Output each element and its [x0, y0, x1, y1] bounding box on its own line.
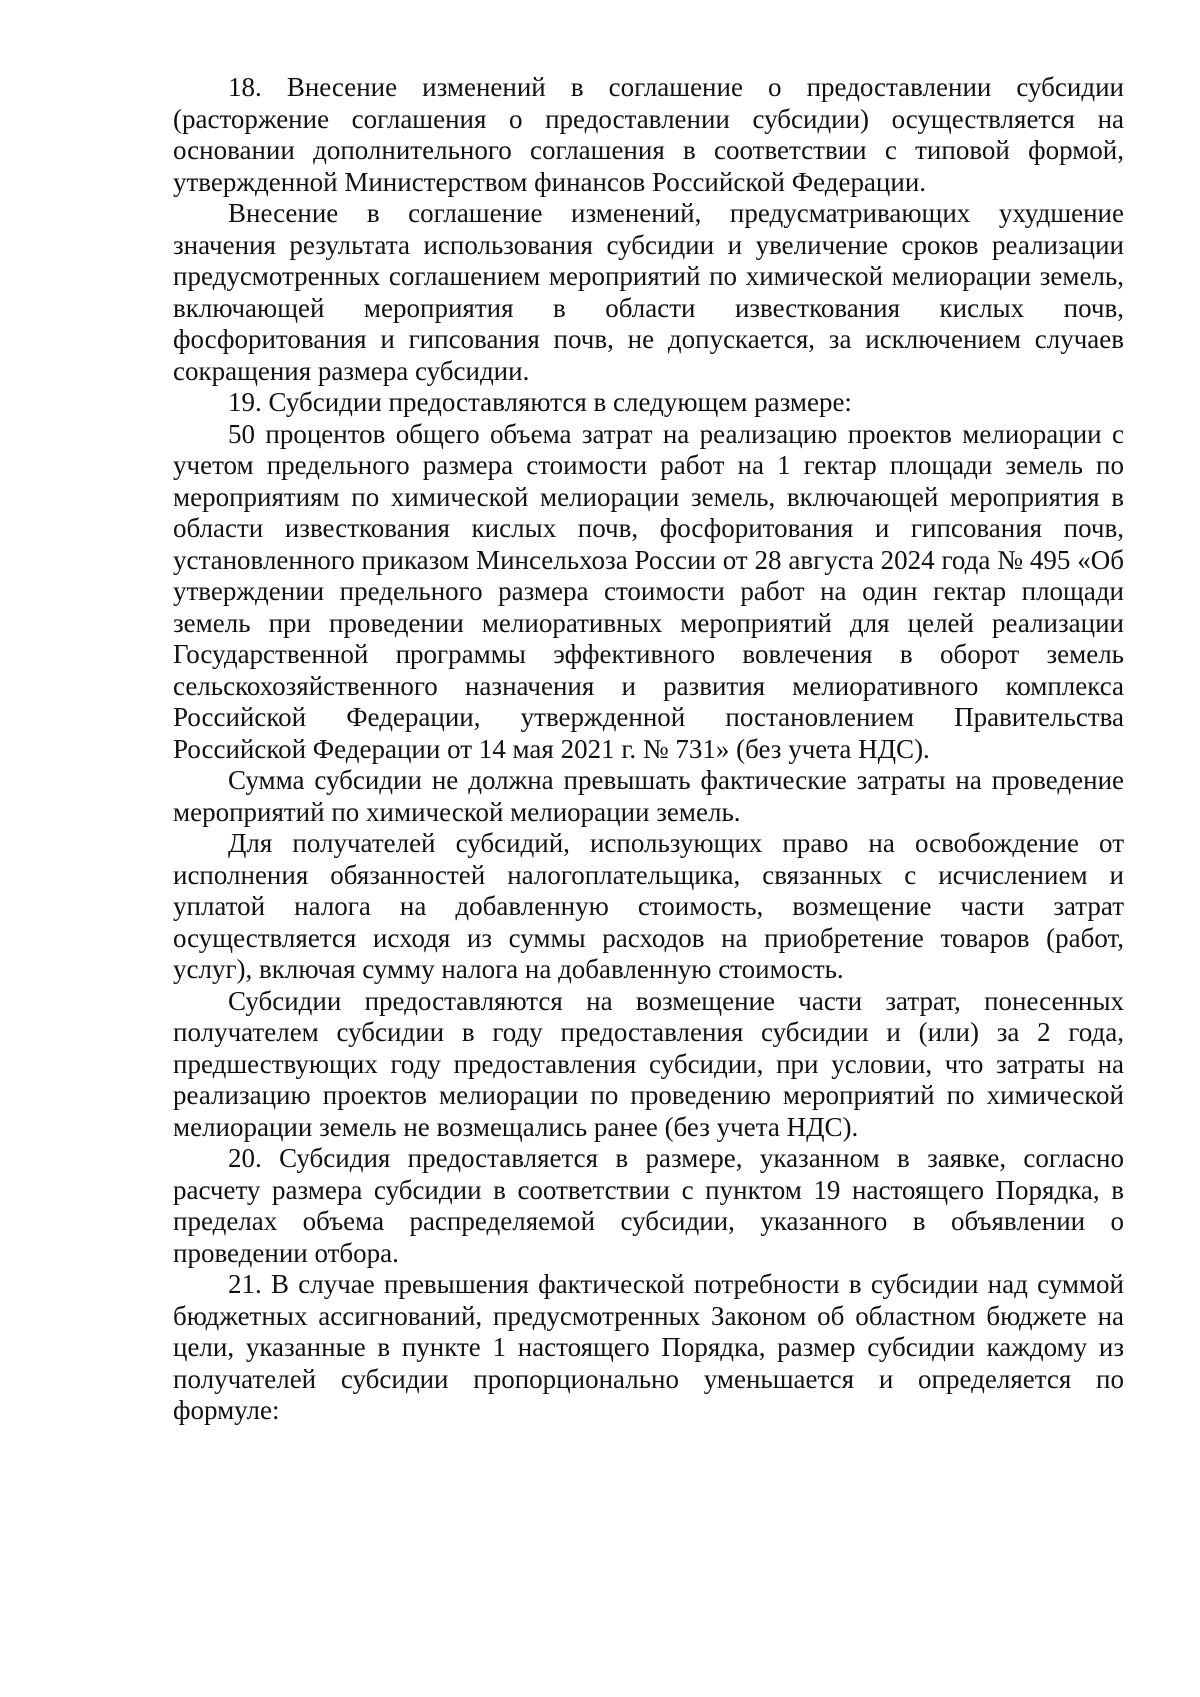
paragraph-18-amendments: Внесение в соглашение изменений, предусматривающих ухудшение значения результата использования субсидии и увеличение сроков реализации предусмотренных соглашением мероприятий по химической мелиорации земель, включающей мероприятия в области известкования кислых почв, фосфоритования и гипсования почв, не допускается, за исключением случаев сокращения размера субсидии.	[173, 198, 1124, 386]
paragraph-18: 18. Внесение изменений в соглашение о предоставлении субсидии (расторжение соглашения о предоставлении субсидии) осуществляется на основании дополнительного соглашения в соответствии с типовой формой, утвержденной Министерством финансов Российской Федерации.	[173, 72, 1124, 197]
paragraph-19-limit: Сумма субсидии не должна превышать фактические затраты на проведение мероприятий по химической мелиорации земель.	[173, 765, 1124, 827]
paragraph-21: 21. В случае превышения фактической потребности в субсидии над суммой бюджетных ассигнований, предусмотренных Законом об областном бюджете на цели, указанные в пункте 1 настоящего Порядка, размер субсидии каждому из получателей субсидии пропорционально уменьшается и определяется по формуле:	[173, 1269, 1124, 1425]
document-body	[173, 72, 1124, 1427]
paragraph-19-vat-exempt: Для получателей субсидий, использующих право на освобождение от исполнения обязанностей налогоплательщика, связанных с исчислением и уплатой налога на добавленную стоимость, возмещение части затрат осуществляется исходя из суммы расходов на приобретение товаров (работ, услуг), включая сумму налога на добавленную стоимость.	[173, 828, 1124, 984]
paragraph-19: 19. Субсидии предоставляются в следующем размере:	[228, 387, 852, 417]
paragraph-19-reimbursement: Субсидии предоставляются на возмещение части затрат, понесенных получателем субсидии в году предоставления субсидии и (или) за 2 года, предшествующих году предоставления субсидии, при условии, что затраты на реализацию проектов мелиорации по проведению мероприятий по химической мелиорации земель не возмещались ранее (без учета НДС).	[173, 985, 1124, 1142]
paragraph-19-percent: 50 процентов общего объема затрат на реализацию проектов мелиорации с учетом предельного размера стоимости работ на 1 гектар площади земель по мероприятиям по химической мелиорации земель, включающей мероприятия в области известкования кислых почв, фосфоритования и гипсования почв, установленного приказом Минсельхоза России от 28 августа 2024 года № 495 «Об утверждении предельного размера стоимости работ на один гектар площади земель при проведении мелиоративных мероприятий для целей реализации Государственной программы эффективного вовлечения в оборот земель сельскохозяйственного назначения и развития мелиоративного комплекса Российской Федерации, утвержденной постановлением Правительства Российской Федерации от 14 мая 2021 г. № 731» (без учета НДС).	[173, 418, 1124, 764]
paragraph-20: 20. Субсидия предоставляется в размере, указанном в заявке, согласно расчету размера субсидии в соответствии с пунктом 19 настоящего Порядка, в пределах объема распределяемой субсидии, указанного в объявлении о проведении отбора.	[173, 1143, 1124, 1268]
